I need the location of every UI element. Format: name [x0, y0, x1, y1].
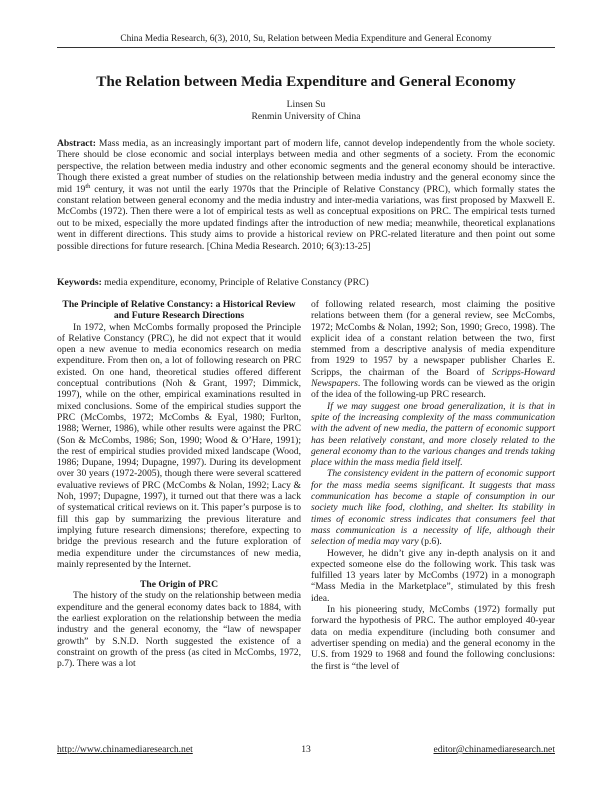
abstract-superscript: th — [85, 182, 91, 190]
block-quote — [311, 468, 555, 547]
body-paragraph: However, he didn’t give any in-depth analysis on it and expected someone else do the following work. This task was fulfilled 13 years later by McCombs (1972) in a monograph “Mass Media in the Marketplace”, stimulated by this fresh idea. — [311, 547, 555, 604]
block-quote: If we may suggest one broad generalization, it is that in spite of the increasing complexity of the mass communication with the advent of new media, the pattern of economic support has been relatively constant, and more closely related to the general economy than to the various changes and trends taking place within the mass media field itself. — [311, 400, 555, 469]
abstract-label: Abstract: — [57, 138, 96, 149]
body-paragraph: In his pioneering study, McCombs (1972) formally put forward the hypothesis of PRC. The author employed 40-year data on media expenditure (including both consumer and advertiser spending on media) and the general economy in the U.S. from 1929 to 1968 and found the following conclusions: the first is “the level of — [311, 604, 555, 672]
body-text: . The following words can be viewed as the origin of the idea of the following-up PRC research. — [311, 378, 555, 401]
author-name: Linsen Su — [286, 99, 326, 110]
journal-url-link[interactable]: http://www.chinamediaresearch.net — [57, 744, 193, 755]
page-number: 13 — [301, 744, 311, 755]
abstract-text: Mass media, as an increasingly important part of modern life, cannot develop independently from the whole society. There should be close economic and social interplays between media and other segments of a society. From the economic perspective, the relation between media industry and other economic segments and the general economy should be interactive. Though there existed a great number of studies on the relationship between media industry and the general economy since the mid 19 — [57, 138, 555, 195]
body-paragraph: The history of the study on the relationship between media expenditure and the general economy dates back to 1884, with the earliest exploration on the relationship between the media industry and the general economy, the “law of newspaper growth” by S.N.D. North suggested the existence of a constraint on growth of the press (as cited in McCombs, 1972, p.7). There was a lot — [57, 590, 301, 670]
keywords-text: media expenditure, economy, Principle of Relative Constancy (PRC) — [101, 277, 369, 288]
right-column — [311, 299, 555, 672]
email-link[interactable]: editor@chinamediaresearch.net — [433, 744, 555, 755]
body-paragraph — [311, 299, 555, 401]
keywords — [57, 277, 555, 288]
left-column — [57, 299, 301, 670]
running-head: China Media Research, 6(3), 2010, Su, Relation between Media Expenditure and General Economy — [57, 34, 555, 48]
section-heading: The Origin of PRC — [139, 579, 219, 591]
quote-citation: (p.6). — [418, 536, 442, 548]
author-block — [40, 99, 572, 123]
quote-text: The consistency evident in the pattern of economic support for the mass media seems significant. It suggests that mass communication has become a staple of consumption in our society much like food, clothing, and shelter. Its stability in times of economic stress indicates that consumers feel that mass communication is a necessity of life, although their selection of media may vary — [311, 468, 555, 548]
paper-title: The Relation between Media Expenditure and General Economy — [96, 73, 516, 90]
body-paragraph: In 1972, when McCombs formally proposed the Principle of Relative Constancy (PRC), he did not expect that it would open a new avenue to media economics research on media expenditure. From then on, a lot of following research on PRC existed. On one hand, theoretical studies offered different conceptual contributions (Noh & Grant, 1997; Dimmick, 1997), while on the other, empirical examinations resulted in mixed conclusions. Some of the empirical studies support the PRC (McCombs, 1972; McCombs & Eyal, 1980; Furlton, 1988; Werner, 1986), while other results were against the PRC (Son & McCombs, 1986; Son, 1990; Wood & O’Hare, 1991); the rest of empirical studies provided mixed landscape (Wood, 1986; Dupane, 1994; Dupagne, 1997). During its development over 30 years (1972-2005), though there were several scattered evaluative reviews of PRC (McCombs & Nolan, 1992; Lacy & Noh, 1997; Dupagne, 1997), it turned out that there was a lack of systematical critical reviews on it. This paper’s purpose is to fill this gap by summarizing the previous literature and implying future research dimensions; therefore, expecting to bridge the previous research and the future exploration of media expenditure under the circumstances of new media, mainly represented by the Internet. — [57, 321, 301, 570]
publication-name: Scripps-Howard Newspapers — [311, 366, 555, 390]
keywords-label: Keywords: — [57, 277, 102, 288]
abstract-text-continued: century, it was not until the early 1970s that the Principle of Relative Constancy (PRC), which formally states the constant relation between general economy and the media industry and inter-media variations, was first proposed by Maxwell E. McCombs (1972). Then there were a lot of empirical tests as well as conceptual expositions on PRC. The empirical tests turned out to be mixed, especially the more updated findings after the introduction of new media; meanwhile, theoretical explanations went in different directions. This study aims to provide a historical review on PRC-related literature and then point out some possible directions for future research. [China Media Research. 2010; 6(3):13-25] — [57, 183, 556, 252]
author-affiliation: Renmin University of China — [251, 111, 361, 122]
body-text: of following related research, most claiming the positive relations between them (for a general review, see McCombs, 1972; McCombs & Nolan, 1992; Son, 1990; Greco, 1998). The explicit idea of a constant relation between the two, first stemmed from a descriptive analysis of media expenditure from 1929 to 1957 by a newspaper publisher Charles E. Scripps, the chairman of the Board of — [311, 299, 555, 378]
abstract — [57, 138, 555, 252]
section-heading: The Principle of Relative Constancy: a Historical Review and Future Research Directions — [62, 299, 296, 322]
